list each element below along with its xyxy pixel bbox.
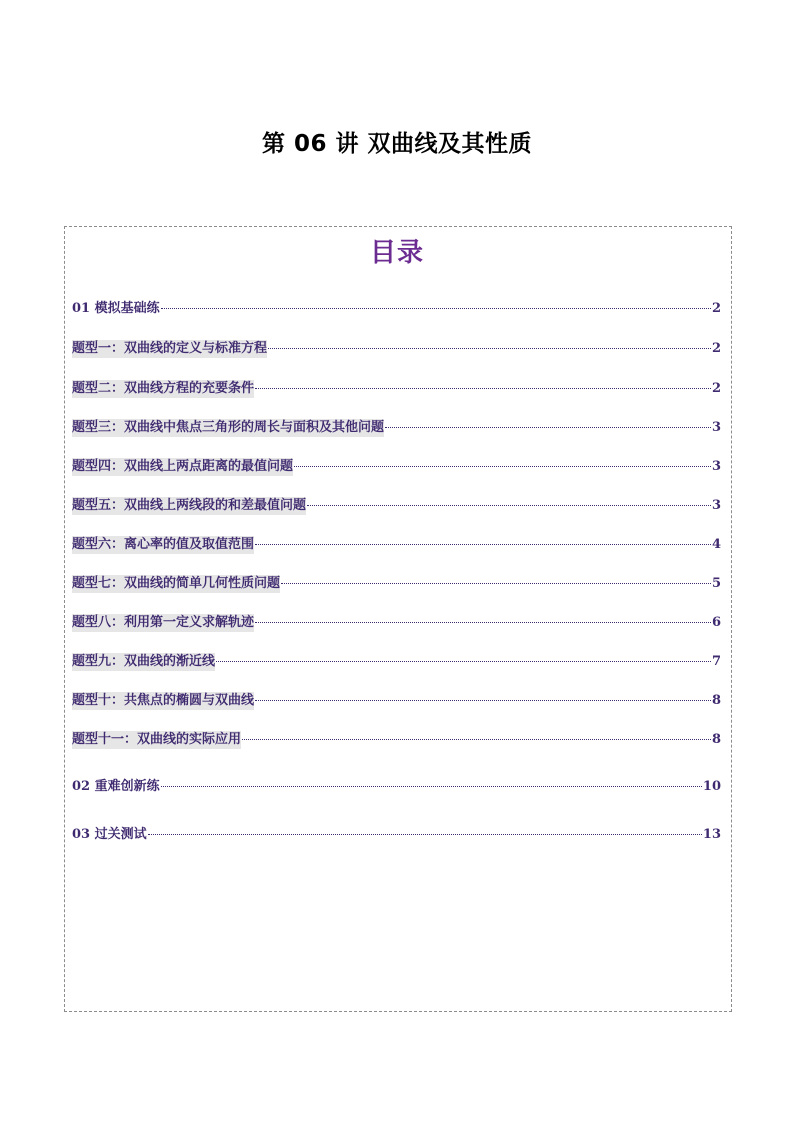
toc-entry-type-8[interactable] bbox=[72, 614, 721, 632]
toc-page-number: 13 bbox=[702, 827, 721, 842]
toc-entry-type-4[interactable] bbox=[72, 458, 721, 476]
toc-dot-leader bbox=[385, 427, 711, 428]
toc-page-number: 3 bbox=[711, 420, 721, 435]
toc-entry-label: 题型一：双曲线的定义与标准方程 bbox=[72, 341, 268, 356]
toc-entry-label: 01 模拟基础练 bbox=[72, 301, 160, 316]
toc-dot-leader bbox=[216, 661, 711, 662]
toc-entry-type-1[interactable] bbox=[72, 340, 721, 358]
toc-entry-type-5[interactable] bbox=[72, 497, 721, 515]
toc-dot-leader bbox=[255, 700, 711, 701]
toc-page-number: 3 bbox=[711, 498, 721, 513]
toc-page-number: 6 bbox=[711, 615, 721, 630]
toc-dot-leader bbox=[281, 583, 711, 584]
toc-entry-type-11[interactable] bbox=[72, 731, 721, 749]
toc-dot-leader bbox=[294, 466, 711, 467]
toc-dot-leader bbox=[161, 786, 702, 787]
toc-page-number: 8 bbox=[711, 693, 721, 708]
toc-entry-advanced-practice[interactable] bbox=[72, 778, 721, 796]
toc-dot-leader bbox=[148, 834, 702, 835]
toc-dot-leader bbox=[161, 308, 711, 309]
toc-page-number: 2 bbox=[711, 301, 721, 316]
toc-entry-label: 题型二：双曲线方程的充要条件 bbox=[72, 381, 255, 396]
page-title: 第 06 讲 双曲线及其性质 bbox=[261, 131, 533, 157]
toc-entry-label: 题型五：双曲线上两线段的和差最值问题 bbox=[72, 498, 307, 513]
toc-entry-label: 题型八：利用第一定义求解轨迹 bbox=[72, 615, 255, 630]
toc-page-number: 5 bbox=[711, 576, 721, 591]
toc-page-number: 10 bbox=[702, 779, 721, 794]
toc-entry-label: 题型九：双曲线的渐近线 bbox=[72, 654, 216, 669]
toc-entry-type-2[interactable] bbox=[72, 380, 721, 398]
toc-page-number: 8 bbox=[711, 732, 721, 747]
toc-dot-leader bbox=[242, 739, 711, 740]
toc-entry-label: 题型四：双曲线上两点距离的最值问题 bbox=[72, 459, 294, 474]
toc-entry-label: 题型三：双曲线中焦点三角形的周长与面积及其他问题 bbox=[72, 420, 385, 435]
toc-entry-label: 题型十：共焦点的椭圆与双曲线 bbox=[72, 693, 255, 708]
toc-page-number: 2 bbox=[711, 341, 721, 356]
toc-page-number: 7 bbox=[711, 654, 721, 669]
toc-entry-type-9[interactable] bbox=[72, 653, 721, 671]
toc-entry-label: 03 过关测试 bbox=[72, 827, 147, 842]
toc-page-number: 3 bbox=[711, 459, 721, 474]
toc-heading: 目录 bbox=[369, 238, 424, 268]
toc-entry-final-test[interactable] bbox=[72, 826, 721, 844]
toc-entry-label: 题型十一：双曲线的实际应用 bbox=[72, 732, 242, 747]
toc-dot-leader bbox=[255, 622, 711, 623]
toc-entry-label: 02 重难创新练 bbox=[72, 779, 160, 794]
toc-entry-type-3[interactable] bbox=[72, 419, 721, 437]
toc-page-number: 4 bbox=[711, 537, 721, 552]
toc-entry-label: 题型六：离心率的值及取值范围 bbox=[72, 537, 255, 552]
toc-entry-label: 题型七：双曲线的简单几何性质问题 bbox=[72, 576, 281, 591]
toc-page-number: 2 bbox=[711, 381, 721, 396]
toc-entry-type-6[interactable] bbox=[72, 536, 721, 554]
toc-entry-type-7[interactable] bbox=[72, 575, 721, 593]
toc-entry-type-10[interactable] bbox=[72, 692, 721, 710]
toc-dot-leader bbox=[255, 388, 711, 389]
toc-dot-leader bbox=[268, 348, 711, 349]
toc-entry-basic-practice[interactable] bbox=[72, 300, 721, 318]
toc-dot-leader bbox=[255, 544, 711, 545]
toc-dot-leader bbox=[307, 505, 711, 506]
